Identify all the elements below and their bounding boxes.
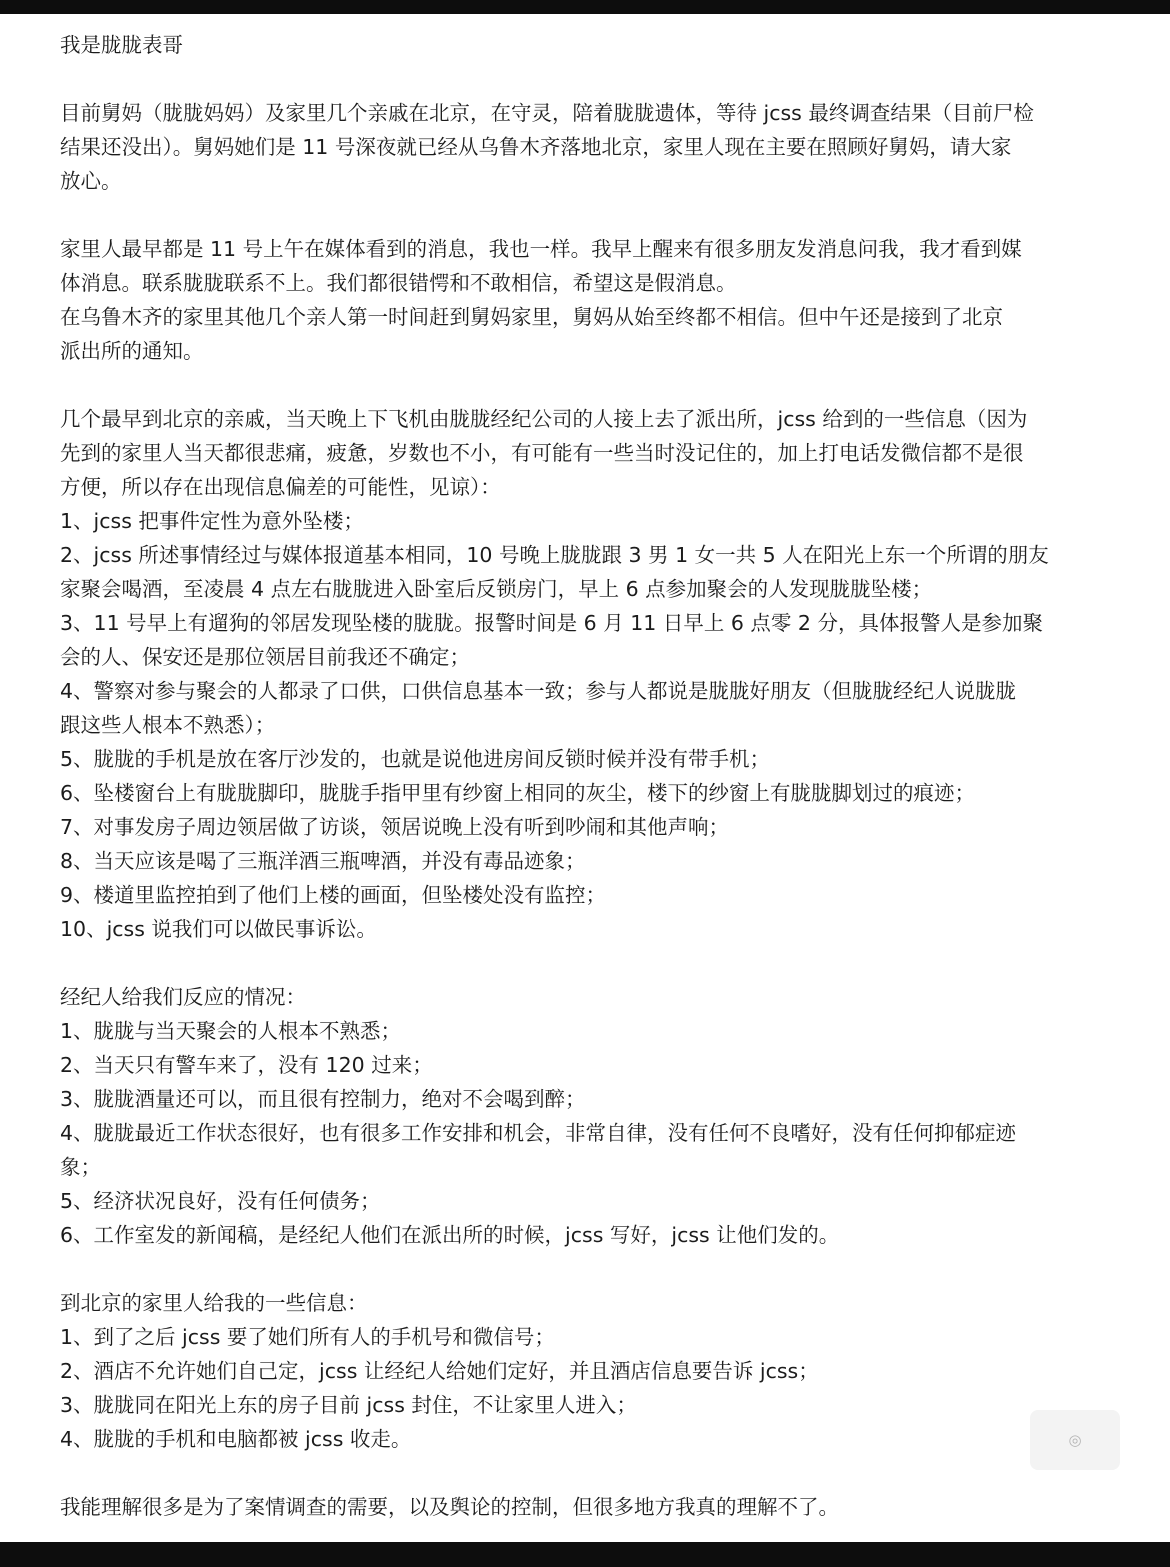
list-item: 5、经济状况良好，没有任何债务；	[60, 1189, 381, 1213]
list-item: 2、酒店不允许她们自己定，jcss 让经纪人给她们定好，并且酒店信息要告诉 jcss；	[60, 1359, 819, 1383]
list-item: 10、jcss 说我们可以做民事诉讼。	[60, 917, 377, 941]
list-item: 1、胧胧与当天聚会的人根本不熟悉；	[60, 1019, 402, 1043]
text-line: 家里人最早都是 11 号上午在媒体看到的消息，我也一样。我早上醒来有很多朋友发消息问我，我才看到媒	[60, 237, 1022, 261]
bottom-black-bar	[0, 1542, 1170, 1567]
list-item: 1、jcss 把事件定性为意外坠楼；	[60, 509, 364, 533]
section-heading: 经纪人给我们反应的情况：	[60, 985, 306, 1009]
text-line: 目前舅妈（胧胧妈妈）及家里几个亲戚在北京，在守灵，陪着胧胧遗体，等待 jcss 最终调查结果（目前尸检	[60, 101, 1034, 125]
paragraph-gap	[60, 62, 1120, 96]
list-item: 4、警察对参与聚会的人都录了口供，口供信息基本一致；参与人都说是胧胧好朋友（但胧胧经纪人说胧胧	[60, 679, 1017, 703]
news-paragraph	[60, 232, 1120, 368]
text-line: 在乌鲁木齐的家里其他几个亲人第一时间赶到舅妈家里，舅妈从始至终都不相信。但中午还是接到了北京	[60, 305, 1003, 329]
statement-document	[60, 28, 1120, 1524]
greeting-line: 我是胧胧表哥	[60, 33, 183, 57]
text-line: 先到的家里人当天都很悲痛，疲惫，岁数也不小，有可能有一些当时没记住的，加上打电话发微信都不是很	[60, 441, 1024, 465]
list-item: 4、胧胧的手机和电脑都被 jcss 收走。	[60, 1427, 412, 1451]
list-item: 会的人、保安还是那位领居目前我还不确定；	[60, 645, 470, 669]
paragraph-gap	[60, 1456, 1120, 1490]
list-item: 9、楼道里监控拍到了他们上楼的画面，但坠楼处没有监控；	[60, 883, 607, 907]
list-item: 8、当天应该是喝了三瓶洋酒三瓶啤酒，并没有毒品迹象；	[60, 849, 586, 873]
list-item: 2、当天只有警车来了，没有 120 过来；	[60, 1053, 433, 1077]
agent-info-section	[60, 980, 1120, 1252]
list-item: 2、jcss 所述事情经过与媒体报道基本相同，10 号晚上胧胧跟 3 男 1 女一共 5 人在阳光上东一个所谓的朋友	[60, 543, 1049, 567]
family-info-section	[60, 1286, 1120, 1456]
police-info-section	[60, 402, 1120, 946]
list-item: 7、对事发房子周边领居做了访谈，领居说晚上没有听到吵闹和其他声响；	[60, 815, 730, 839]
list-item: 1、到了之后 jcss 要了她们所有人的手机号和微信号；	[60, 1325, 555, 1349]
list-item: 4、胧胧最近工作状态很好，也有很多工作安排和机会，非常自律，没有任何不良嗜好，没有任何抑郁症迹	[60, 1121, 1017, 1145]
list-item: 3、胧胧同在阳光上东的房子目前 jcss 封住，不让家里人进入；	[60, 1393, 637, 1417]
list-item: 家聚会喝酒，至凌晨 4 点左右胧胧进入卧室后反锁房门，早上 6 点参加聚会的人发现胧胧坠楼；	[60, 577, 933, 601]
list-item: 5、胧胧的手机是放在客厅沙发的，也就是说他进房间反锁时候并没有带手机；	[60, 747, 771, 771]
text-line: 几个最早到北京的亲戚，当天晚上下飞机由胧胧经纪公司的人接上去了派出所，jcss 给到的一些信息（因为	[60, 407, 1028, 431]
list-item: 象；	[60, 1155, 101, 1179]
text-line: 体消息。联系胧胧联系不上。我们都很错愕和不敢相信，希望这是假消息。	[60, 271, 737, 295]
list-item: 跟这些人根本不熟悉）；	[60, 713, 276, 737]
watermark-logo-icon: ◎	[1030, 1410, 1120, 1470]
top-black-bar	[0, 0, 1170, 14]
text-line: 方便，所以存在出现信息偏差的可能性，见谅）：	[60, 475, 501, 499]
list-item: 3、11 号早上有遛狗的邻居发现坠楼的胧胧。报警时间是 6 月 11 日早上 6 点零 2 分，具体报警人是参加聚	[60, 611, 1043, 635]
text-line: 派出所的通知。	[60, 339, 204, 363]
paragraph-gap	[60, 368, 1120, 402]
intro-paragraph	[60, 96, 1120, 198]
list-item: 6、工作室发的新闻稿，是经纪人他们在派出所的时候，jcss 写好，jcss 让他们发的。	[60, 1223, 840, 1247]
paragraph-gap	[60, 1252, 1120, 1286]
text-line: 放心。	[60, 169, 122, 193]
paragraph-gap	[60, 946, 1120, 980]
text-line: 结果还没出）。舅妈她们是 11 号深夜就已经从乌鲁木齐落地北京，家里人现在主要在照顾好舅妈，请大家	[60, 135, 1012, 159]
paragraph-gap	[60, 198, 1120, 232]
list-item: 6、坠楼窗台上有胧胧脚印，胧胧手指甲里有纱窗上相同的灰尘，楼下的纱窗上有胧胧脚划过的痕迹；	[60, 781, 976, 805]
list-item: 3、胧胧酒量还可以，而且很有控制力，绝对不会喝到醉；	[60, 1087, 586, 1111]
closing-line: 我能理解很多是为了案情调查的需要，以及舆论的控制，但很多地方我真的理解不了。	[60, 1495, 839, 1519]
section-heading: 到北京的家里人给我的一些信息：	[60, 1291, 368, 1315]
